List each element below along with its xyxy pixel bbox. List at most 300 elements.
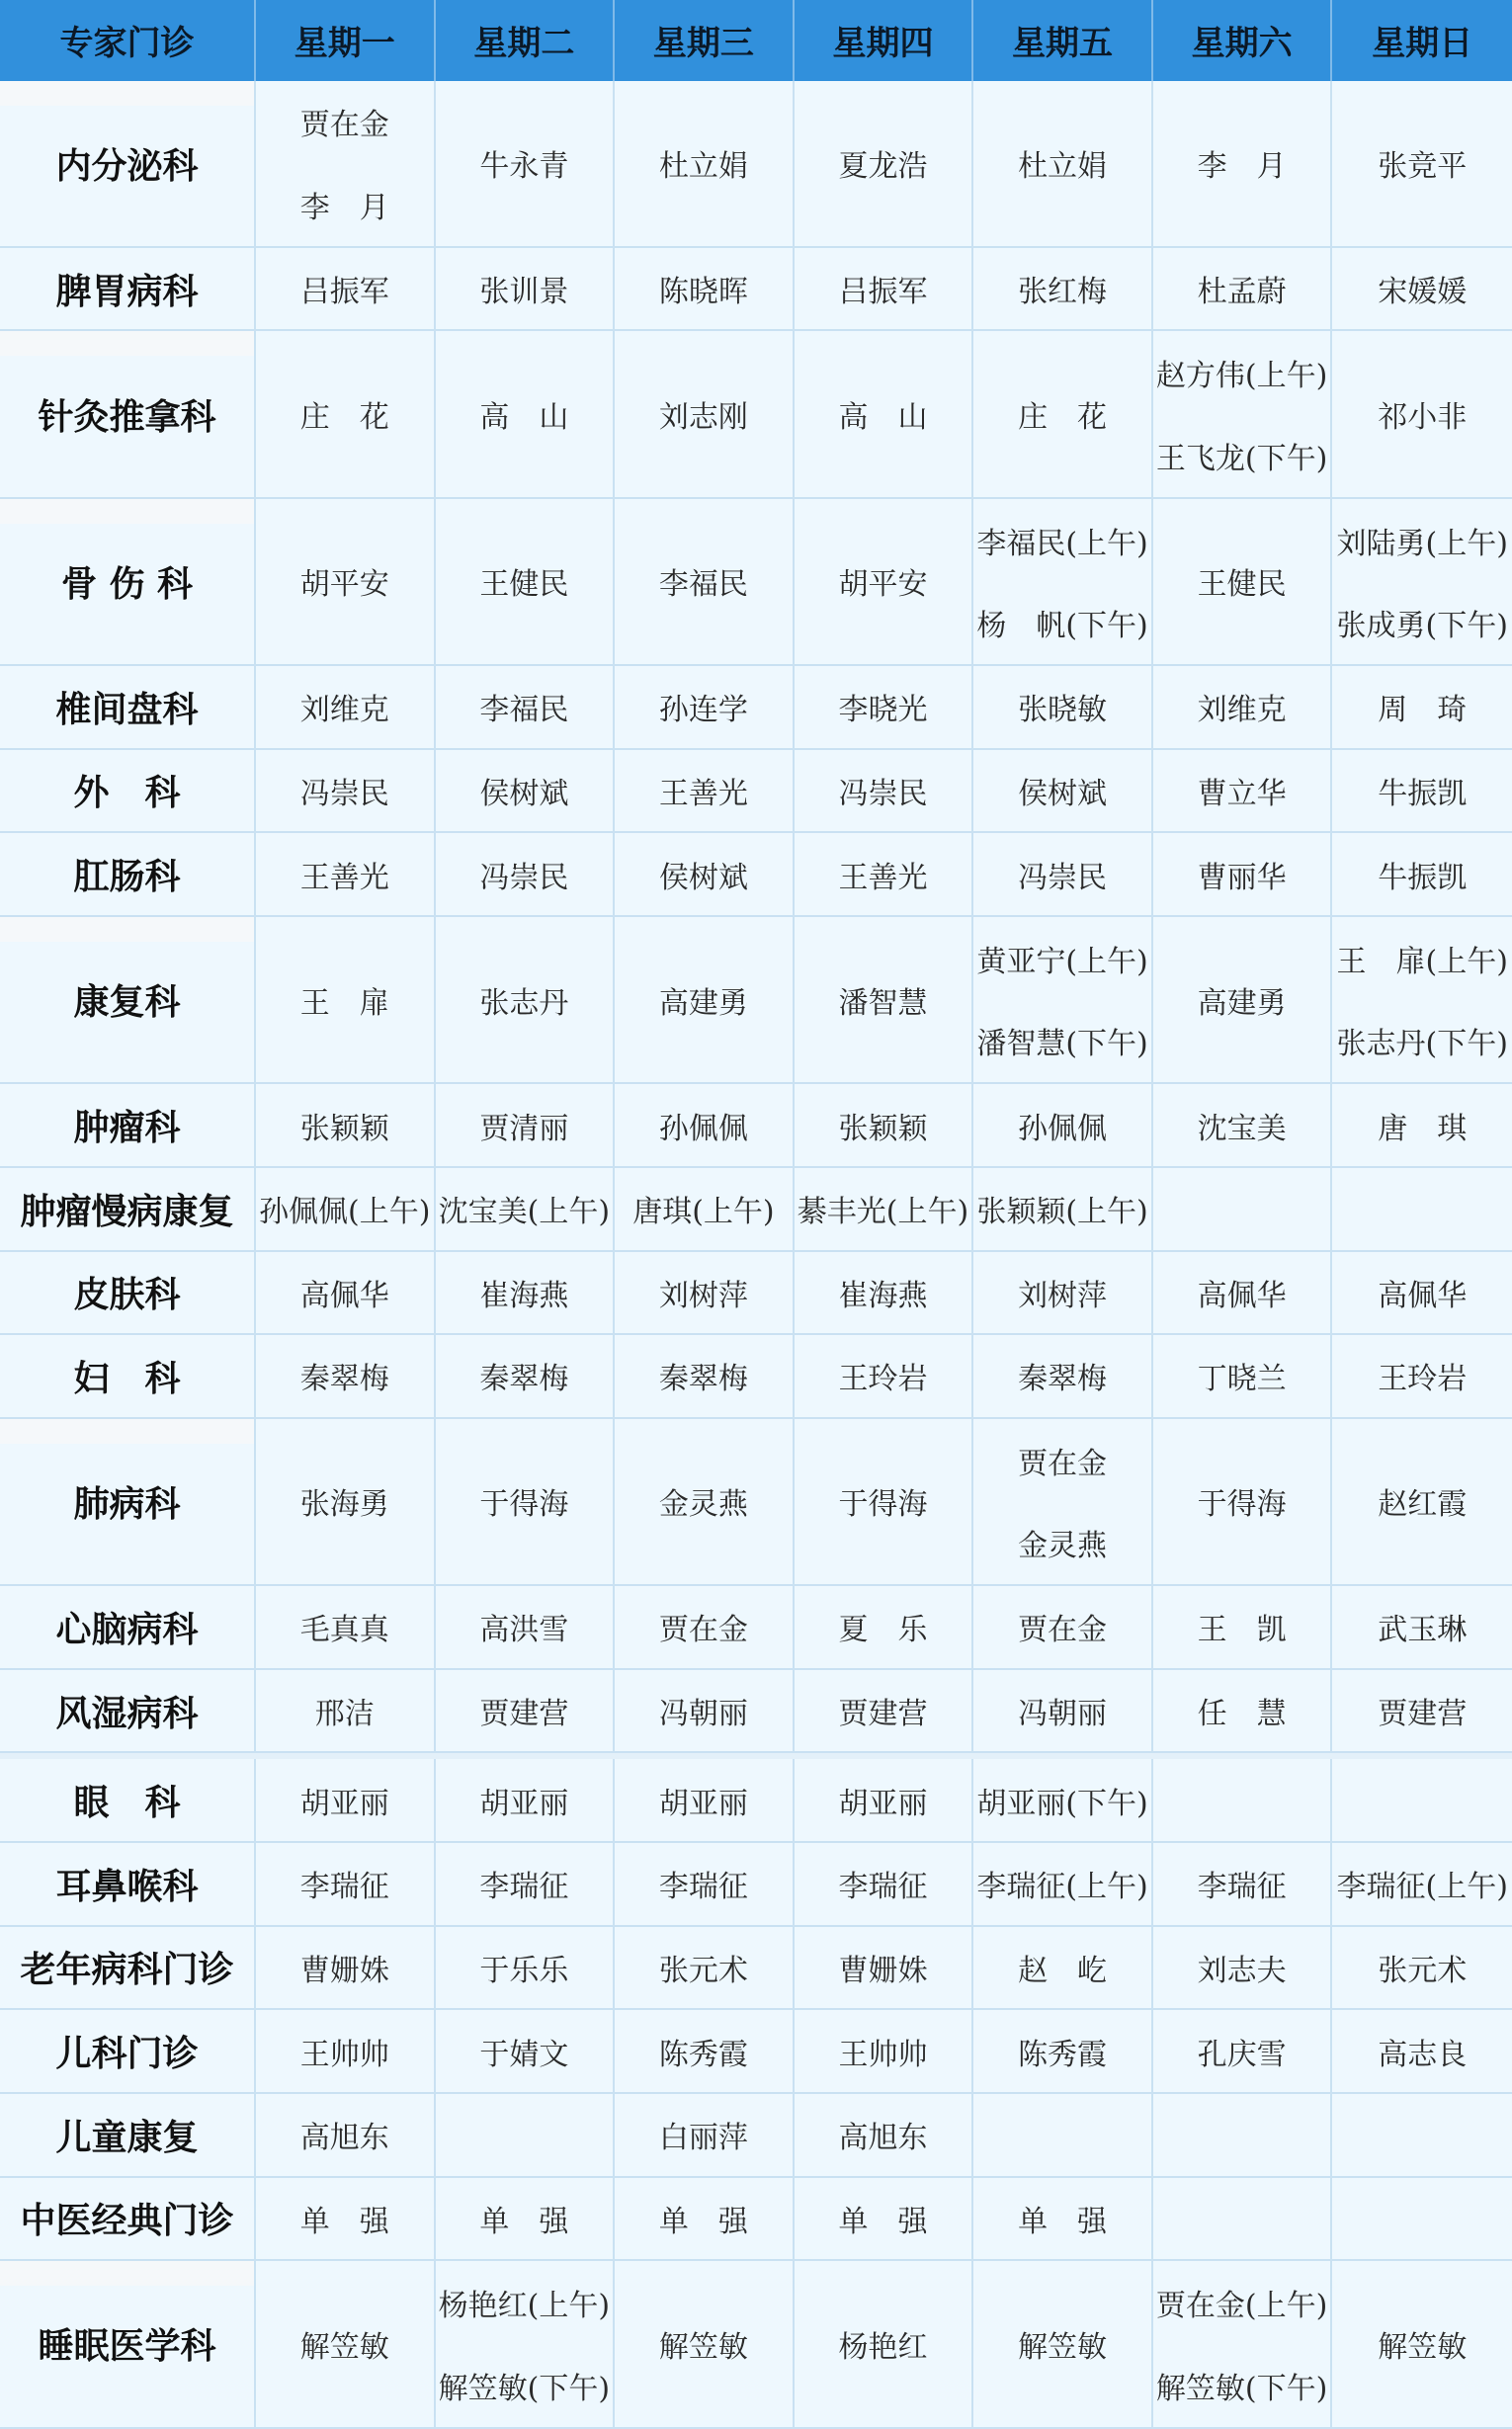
doctor-name: 刘维克 — [1197, 693, 1287, 728]
doctor-name: 解笠敏(下午) — [438, 2371, 611, 2406]
doctor-cell — [436, 81, 616, 246]
doctor-cell — [615, 2094, 795, 2176]
doctor-name: 李 月 — [299, 190, 389, 225]
doctor-name: 李瑞征(上午) — [976, 1870, 1148, 1905]
doctor-cell — [795, 1084, 974, 1166]
doctor-name: 王善光 — [658, 776, 748, 811]
schedule-row — [0, 917, 1512, 1084]
doctor-name: 秦翠梅 — [479, 1362, 569, 1397]
schedule-row — [0, 1843, 1512, 1927]
doctor-name: 贾在金 — [1018, 1446, 1108, 1481]
day-header-tuesday: 星期二 — [436, 0, 616, 81]
schedule-row — [0, 81, 1512, 248]
doctor-cell — [1153, 248, 1333, 330]
doctor-cell — [256, 1335, 436, 1417]
doctor-cell — [615, 1419, 795, 1584]
doctor-cell — [973, 666, 1153, 748]
doctor-name: 李福民(上午) — [976, 526, 1148, 561]
department-label: 风湿病科 — [0, 1670, 256, 1752]
doctor-name: 吕振军 — [838, 275, 928, 310]
department-label: 康复科 — [0, 917, 256, 1082]
empty-cell — [1332, 2094, 1512, 2176]
doctor-cell — [436, 1843, 616, 1925]
doctor-name: 王飞龙(下午) — [1155, 441, 1328, 476]
doctor-name: 刘志刚 — [658, 400, 748, 436]
doctor-cell — [973, 499, 1153, 664]
doctor-name: 潘智慧(下午) — [976, 1027, 1148, 1062]
doctor-name: 曹丽华 — [1197, 860, 1287, 895]
doctor-cell — [436, 2261, 616, 2426]
doctor-name: 李瑞征 — [838, 1870, 928, 1905]
doctor-name: 高建勇 — [658, 985, 748, 1021]
doctor-cell — [1153, 1419, 1333, 1584]
empty-cell — [1332, 2178, 1512, 2260]
doctor-cell — [615, 666, 795, 748]
doctor-name: 贾建营 — [479, 1697, 569, 1732]
doctor-name: 潘智慧 — [838, 985, 928, 1021]
doctor-cell — [436, 833, 616, 915]
doctor-cell — [795, 1670, 974, 1752]
schedule-row — [0, 1753, 1512, 1843]
department-label: 皮肤科 — [0, 1252, 256, 1334]
doctor-cell — [436, 1084, 616, 1166]
department-label: 睡眠医学科 — [0, 2261, 256, 2426]
doctor-cell — [436, 1670, 616, 1752]
corner-header: 专家门诊 — [0, 0, 256, 81]
doctor-name: 庄 花 — [299, 400, 389, 436]
doctor-name: 胡平安 — [299, 567, 389, 603]
doctor-name: 贾在金 — [299, 108, 389, 143]
department-label: 眼 科 — [0, 1759, 256, 1841]
doctor-name: 曹姗姝 — [299, 1953, 389, 1988]
doctor-cell — [615, 1670, 795, 1752]
day-header-saturday: 星期六 — [1153, 0, 1333, 81]
schedule-row — [0, 2178, 1512, 2262]
doctor-cell — [1153, 2010, 1333, 2092]
doctor-name: 解笠敏 — [1378, 2329, 1468, 2365]
doctor-name: 李瑞征 — [658, 1870, 748, 1905]
doctor-cell — [615, 1843, 795, 1925]
schedule-row — [0, 248, 1512, 332]
schedule-header-row — [0, 0, 1512, 81]
schedule-row — [0, 1168, 1512, 1252]
doctor-name: 陈秀霞 — [1018, 2037, 1108, 2072]
doctor-name: 高洪雪 — [479, 1613, 569, 1648]
doctor-name: 胡亚丽 — [299, 1786, 389, 1821]
doctor-name: 杜立娟 — [1018, 149, 1108, 185]
schedule-row — [0, 1084, 1512, 1168]
doctor-cell — [973, 1419, 1153, 1584]
doctor-name: 解笠敏(下午) — [1155, 2371, 1328, 2406]
doctor-cell — [256, 2010, 436, 2092]
department-label: 外 科 — [0, 750, 256, 832]
doctor-name: 于乐乐 — [479, 1953, 569, 1988]
doctor-name: 杨 帆(下午) — [976, 609, 1148, 644]
doctor-name: 唐 琪 — [1378, 1111, 1468, 1146]
doctor-name: 李瑞征 — [479, 1870, 569, 1905]
doctor-name: 王 扉 — [299, 985, 389, 1021]
doctor-name: 邢洁 — [314, 1697, 375, 1732]
doctor-name: 唐琪(上午) — [632, 1195, 775, 1230]
doctor-name: 王善光 — [838, 860, 928, 895]
doctor-name: 沈宝美 — [1197, 1111, 1287, 1146]
doctor-name: 宋媛媛 — [1378, 275, 1468, 310]
doctor-cell — [795, 81, 974, 246]
doctor-cell — [615, 1759, 795, 1841]
doctor-name: 陈晓晖 — [658, 275, 748, 310]
doctor-cell — [795, 1927, 974, 2009]
doctor-cell — [795, 1586, 974, 1668]
empty-cell — [1332, 1168, 1512, 1250]
doctor-cell — [973, 917, 1153, 1082]
doctor-name: 王健民 — [1197, 567, 1287, 603]
doctor-cell — [1153, 666, 1333, 748]
doctor-cell — [615, 248, 795, 330]
day-header-sunday: 星期日 — [1372, 24, 1473, 64]
department-label: 肺病科 — [0, 1419, 256, 1584]
doctor-cell — [256, 1252, 436, 1334]
doctor-name: 解笠敏 — [1018, 2329, 1108, 2365]
doctor-cell — [973, 331, 1153, 496]
doctor-cell — [615, 81, 795, 246]
doctor-cell — [795, 2261, 974, 2426]
doctor-cell — [795, 331, 974, 496]
doctor-name: 张训景 — [479, 275, 569, 310]
department-label: 肿瘤科 — [0, 1084, 256, 1166]
doctor-cell — [436, 1419, 616, 1584]
doctor-name: 单 强 — [658, 2204, 748, 2239]
doctor-name: 胡亚丽 — [658, 1786, 748, 1821]
doctor-name: 贾建营 — [1378, 1697, 1468, 1732]
doctor-cell — [615, 1084, 795, 1166]
doctor-name: 王帅帅 — [299, 2037, 389, 2072]
doctor-cell — [256, 1419, 436, 1584]
department-label: 耳鼻喉科 — [0, 1843, 256, 1925]
doctor-cell — [795, 666, 974, 748]
doctor-cell — [795, 750, 974, 832]
doctor-name: 赵方伟(上午) — [1155, 359, 1328, 394]
empty-cell — [1153, 1168, 1333, 1250]
doctor-cell — [256, 1843, 436, 1925]
doctor-cell — [256, 248, 436, 330]
doctor-name: 李福民 — [479, 693, 569, 728]
doctor-name: 单 强 — [1018, 2204, 1108, 2239]
doctor-cell — [795, 2010, 974, 2092]
doctor-name: 崔海燕 — [479, 1278, 569, 1313]
doctor-name: 李 月 — [1197, 149, 1287, 185]
department-label: 肿瘤慢病康复 — [0, 1168, 256, 1250]
department-label: 儿童康复 — [0, 2094, 256, 2176]
doctor-name: 毛真真 — [299, 1613, 389, 1648]
doctor-cell — [436, 917, 616, 1082]
schedule-row — [0, 1419, 1512, 1586]
doctor-cell — [256, 1927, 436, 2009]
department-label: 老年病科门诊 — [0, 1927, 256, 2009]
doctor-cell — [615, 750, 795, 832]
doctor-cell — [615, 833, 795, 915]
doctor-cell — [256, 331, 436, 496]
doctor-name: 张海勇 — [299, 1487, 389, 1523]
doctor-name: 孙佩佩 — [1018, 1111, 1108, 1146]
doctor-name: 冯崇民 — [479, 860, 569, 895]
department-label: 椎间盘科 — [0, 666, 256, 748]
doctor-cell — [1153, 1252, 1333, 1334]
doctor-cell — [615, 499, 795, 664]
doctor-cell — [795, 1419, 974, 1584]
doctor-name: 赵红霞 — [1378, 1487, 1468, 1523]
doctor-cell — [1153, 1843, 1333, 1925]
doctor-cell — [1153, 917, 1333, 1082]
doctor-cell — [256, 750, 436, 832]
day-header-monday: 星期一 — [256, 0, 436, 81]
doctor-name: 杨艳红(上午) — [438, 2289, 611, 2324]
empty-cell — [1153, 1759, 1333, 1841]
doctor-cell — [615, 2261, 795, 2426]
doctor-name: 于婧文 — [479, 2037, 569, 2072]
doctor-name: 刘陆勇(上午) — [1336, 526, 1508, 561]
doctor-name: 孙佩佩 — [658, 1111, 748, 1146]
doctor-cell — [795, 917, 974, 1082]
doctor-cell — [256, 833, 436, 915]
doctor-name: 王帅帅 — [838, 2037, 928, 2072]
doctor-name: 冯崇民 — [1018, 860, 1108, 895]
doctor-cell — [1153, 331, 1333, 496]
schedule-row — [0, 2261, 1512, 2428]
day-header-wednesday: 星期三 — [615, 0, 795, 81]
doctor-name: 张颖颖 — [838, 1111, 928, 1146]
doctor-cell — [795, 833, 974, 915]
doctor-name: 任 慧 — [1197, 1697, 1287, 1732]
schedule-row — [0, 1586, 1512, 1670]
doctor-name: 秦翠梅 — [299, 1362, 389, 1397]
doctor-name: 黄亚宁(上午) — [976, 944, 1148, 979]
doctor-name: 张元术 — [658, 1953, 748, 1988]
doctor-cell — [795, 2178, 974, 2260]
doctor-cell — [795, 1759, 974, 1841]
doctor-cell — [795, 499, 974, 664]
doctor-name: 张竞平 — [1378, 149, 1468, 185]
empty-cell — [1153, 2094, 1333, 2176]
doctor-cell — [1153, 1586, 1333, 1668]
doctor-cell — [436, 750, 616, 832]
doctor-name: 高佩华 — [299, 1278, 389, 1313]
doctor-cell — [795, 1843, 974, 1925]
department-label: 儿科门诊 — [0, 2010, 256, 2092]
doctor-cell — [436, 2178, 616, 2260]
doctor-cell — [1332, 1843, 1512, 1925]
doctor-name: 牛永青 — [479, 149, 569, 185]
doctor-cell — [1332, 1335, 1512, 1417]
doctor-name: 侯树斌 — [479, 776, 569, 811]
doctor-cell — [436, 1168, 616, 1250]
doctor-cell — [1332, 917, 1512, 1082]
doctor-cell — [795, 1252, 974, 1334]
empty-cell — [973, 2094, 1153, 2176]
doctor-cell — [795, 1168, 974, 1250]
doctor-cell — [615, 1335, 795, 1417]
schedule-row — [0, 1670, 1512, 1754]
doctor-cell — [1153, 833, 1333, 915]
doctor-name: 冯朝丽 — [658, 1697, 748, 1732]
doctor-cell — [973, 1843, 1153, 1925]
doctor-name: 冯崇民 — [299, 776, 389, 811]
doctor-name: 高旭东 — [838, 2121, 928, 2156]
day-header-thursday: 星期四 — [795, 0, 974, 81]
doctor-name: 胡亚丽 — [479, 1786, 569, 1821]
doctor-name: 高建勇 — [1197, 985, 1287, 1021]
doctor-cell — [256, 1168, 436, 1250]
doctor-name: 王 凯 — [1197, 1613, 1287, 1648]
doctor-name: 曹立华 — [1197, 776, 1287, 811]
doctor-name: 单 强 — [838, 2204, 928, 2239]
doctor-cell — [436, 1586, 616, 1668]
doctor-cell — [615, 1927, 795, 2009]
doctor-name: 贾清丽 — [479, 1111, 569, 1146]
doctor-name: 赵 屹 — [1018, 1953, 1108, 1988]
doctor-name: 张成勇(下午) — [1336, 609, 1508, 644]
department-label: 心脑病科 — [0, 1586, 256, 1668]
doctor-name: 张晓敏 — [1018, 693, 1108, 728]
doctor-name: 夏 乐 — [838, 1613, 928, 1648]
doctor-name: 王健民 — [479, 567, 569, 603]
doctor-name: 于得海 — [479, 1487, 569, 1523]
schedule-row — [0, 750, 1512, 834]
doctor-name: 于得海 — [1197, 1487, 1287, 1523]
doctor-name: 高志良 — [1378, 2037, 1468, 2072]
doctor-name: 陈秀霞 — [658, 2037, 748, 2072]
doctor-name: 高 山 — [479, 400, 569, 436]
doctor-name: 刘维克 — [299, 693, 389, 728]
doctor-name: 周 琦 — [1378, 693, 1468, 728]
doctor-name: 贾在金(上午) — [1155, 2289, 1328, 2324]
doctor-name: 金灵燕 — [1018, 1529, 1108, 1564]
doctor-cell — [795, 1335, 974, 1417]
doctor-cell — [973, 2010, 1153, 2092]
doctor-name: 武玉琳 — [1378, 1613, 1468, 1648]
doctor-cell — [973, 1670, 1153, 1752]
doctor-name: 王玲岩 — [1378, 1362, 1468, 1397]
doctor-cell — [436, 666, 616, 748]
doctor-cell — [256, 1586, 436, 1668]
doctor-cell — [615, 2178, 795, 2260]
doctor-cell — [256, 2261, 436, 2426]
doctor-cell — [973, 2178, 1153, 2260]
doctor-cell — [1332, 666, 1512, 748]
schedule-row — [0, 666, 1512, 750]
doctor-name: 冯崇民 — [838, 776, 928, 811]
doctor-cell — [615, 2010, 795, 2092]
doctor-name: 李瑞征(上午) — [1336, 1870, 1508, 1905]
doctor-cell — [973, 1586, 1153, 1668]
doctor-name: 丁晓兰 — [1197, 1362, 1287, 1397]
doctor-name: 李瑞征 — [299, 1870, 389, 1905]
doctor-cell — [973, 1759, 1153, 1841]
doctor-cell — [1153, 1335, 1333, 1417]
doctor-cell — [973, 1168, 1153, 1250]
doctor-cell — [973, 248, 1153, 330]
doctor-cell — [436, 1335, 616, 1417]
doctor-name: 祁小非 — [1378, 400, 1468, 436]
schedule-row — [0, 331, 1512, 498]
doctor-name: 吕振军 — [299, 275, 389, 310]
doctor-name: 贾在金 — [1018, 1613, 1108, 1648]
doctor-cell — [973, 750, 1153, 832]
doctor-cell — [436, 1252, 616, 1334]
doctor-name: 杜立娟 — [658, 149, 748, 185]
doctor-name: 贾在金 — [658, 1613, 748, 1648]
schedule-row — [0, 833, 1512, 917]
doctor-cell — [973, 2261, 1153, 2426]
department-label: 骨 伤 科 — [0, 499, 256, 664]
doctor-cell — [615, 331, 795, 496]
doctor-name: 金灵燕 — [658, 1487, 748, 1523]
doctor-cell — [1332, 1927, 1512, 2009]
doctor-name: 白丽萍 — [658, 2121, 748, 2156]
doctor-cell — [1332, 2261, 1512, 2426]
doctor-name: 张红梅 — [1018, 275, 1108, 310]
doctor-name: 杜孟蔚 — [1197, 275, 1287, 310]
department-label: 中医经典门诊 — [0, 2178, 256, 2260]
doctor-name: 胡平安 — [838, 567, 928, 603]
doctor-cell — [256, 2094, 436, 2176]
doctor-cell — [436, 1927, 616, 2009]
doctor-name: 张颖颖(上午) — [976, 1195, 1148, 1230]
doctor-cell — [795, 248, 974, 330]
doctor-cell — [1332, 499, 1512, 664]
doctor-name: 高佩华 — [1197, 1278, 1287, 1313]
doctor-name: 胡亚丽 — [838, 1786, 928, 1821]
doctor-name: 张颖颖 — [299, 1111, 389, 1146]
department-label: 肛肠科 — [0, 833, 256, 915]
empty-cell — [436, 2094, 616, 2176]
doctor-name: 牛振凯 — [1378, 860, 1468, 895]
department-label: 针灸推拿科 — [0, 331, 256, 496]
day-header-friday: 星期五 — [973, 0, 1153, 81]
doctor-cell — [973, 1927, 1153, 2009]
doctor-cell — [1153, 750, 1333, 832]
department-label: 妇 科 — [0, 1335, 256, 1417]
doctor-cell — [1332, 1252, 1512, 1334]
doctor-name: 孙佩佩(上午) — [259, 1195, 431, 1230]
schedule-row — [0, 2094, 1512, 2178]
doctor-cell — [256, 499, 436, 664]
schedule-row — [0, 1335, 1512, 1419]
doctor-cell — [1332, 2010, 1512, 2092]
doctor-name: 庄 花 — [1018, 400, 1108, 436]
doctor-name: 李福民 — [658, 567, 748, 603]
doctor-name: 綦丰光(上午) — [797, 1195, 969, 1230]
doctor-name: 刘树萍 — [658, 1278, 748, 1313]
doctor-cell — [1153, 1927, 1333, 2009]
doctor-cell — [1332, 1670, 1512, 1752]
doctor-name: 张志丹(下午) — [1336, 1027, 1508, 1062]
doctor-cell — [795, 2094, 974, 2176]
doctor-cell — [973, 1084, 1153, 1166]
doctor-cell — [1332, 833, 1512, 915]
schedule-row — [0, 1252, 1512, 1336]
schedule-row — [0, 1927, 1512, 2011]
doctor-name: 王 扉(上午) — [1336, 944, 1508, 979]
doctor-cell — [1332, 1586, 1512, 1668]
doctor-cell — [256, 81, 436, 246]
doctor-name: 高旭东 — [299, 2121, 389, 2156]
doctor-cell — [1332, 81, 1512, 246]
doctor-cell — [1153, 1670, 1333, 1752]
doctor-name: 牛振凯 — [1378, 776, 1468, 811]
doctor-name: 解笠敏 — [658, 2329, 748, 2365]
doctor-cell — [436, 248, 616, 330]
doctor-cell — [1153, 1084, 1333, 1166]
